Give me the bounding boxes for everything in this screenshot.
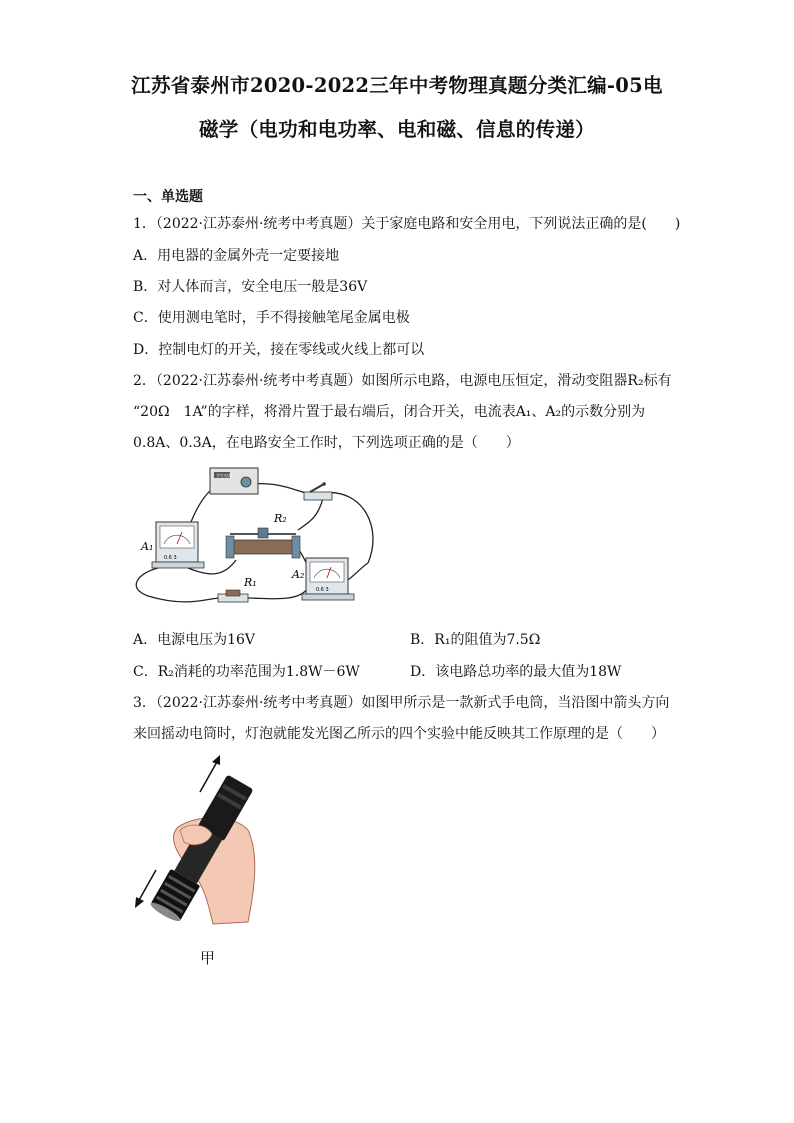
- section-heading: 一、单选题: [133, 189, 203, 205]
- q2-option-a: A．电源电压为16V: [133, 632, 256, 648]
- q2-stem-line-1: 2．（2022·江苏泰州·统考中考真题）如图所示电路，电源电压恒定，滑动变阻器R₂标有: [133, 373, 672, 389]
- circuit-figure: [128, 458, 388, 618]
- svg-text:A₁: A₁: [141, 540, 154, 553]
- svg-text:学生电源: 学生电源: [216, 473, 232, 478]
- flashlight-figure: [128, 752, 278, 942]
- svg-text:0.6 3: 0.6 3: [164, 555, 177, 561]
- ammeter-a2: [291, 558, 354, 600]
- ammeter-a1: [140, 522, 204, 568]
- q2-option-d: D．该电路总功率的最大值为18W: [410, 664, 622, 680]
- switch-component: [304, 482, 332, 500]
- svg-text:0.6 3: 0.6 3: [316, 587, 329, 593]
- svg-text:A₂: A₂: [292, 568, 305, 581]
- q1-option-d: D．控制电灯的开关，接在零线或火线上都可以: [133, 342, 425, 358]
- q1-stem: 1．（2022·江苏泰州·统考中考真题）关于家庭电路和安全用电，下列说法正确的是( ): [133, 216, 681, 232]
- svg-text:R₂: R₂: [274, 512, 287, 525]
- q1-option-c: C．使用测电笔时，手不得接触笔尾金属电极: [133, 310, 410, 326]
- q3-stem-line-2: 来回摇动电筒时，灯泡就能发光图乙所示的四个实验中能反映其工作原理的是（ ）: [133, 726, 665, 742]
- title-line-2: 磁学（电功和电功率、电和磁、信息的传递）: [198, 118, 595, 141]
- q2-stem-line-2: “20Ω 1A”的字样，将滑片置于最右端后，闭合开关，电流表A₁、A₂的示数分别为: [133, 404, 646, 420]
- rheostat-r2: [226, 512, 300, 558]
- q2-option-c: C．R₂消耗的功率范围为1.8W－6W: [133, 664, 360, 680]
- svg-text:R₁: R₁: [244, 576, 257, 589]
- figure-caption-jia: 甲: [200, 949, 216, 967]
- q1-option-a: A．用电器的金属外壳一定要接地: [133, 248, 340, 264]
- q3-stem-line-1: 3．（2022·江苏泰州·统考中考真题）如图甲所示是一款新式手电筒，当沿图中箭头方向: [133, 695, 670, 711]
- q1-option-b: B．对人体而言，安全电压一般是36V: [133, 279, 368, 295]
- q2-stem-line-3: 0.8A、0.3A，在电路安全工作时，下列选项正确的是（ ）: [133, 435, 520, 451]
- q2-option-b: B．R₁的阻值为7.5Ω: [410, 632, 541, 648]
- title-line-1: 江苏省泰州市2020-2022三年中考物理真题分类汇编-05电: [131, 74, 663, 97]
- power-supply: [210, 468, 258, 494]
